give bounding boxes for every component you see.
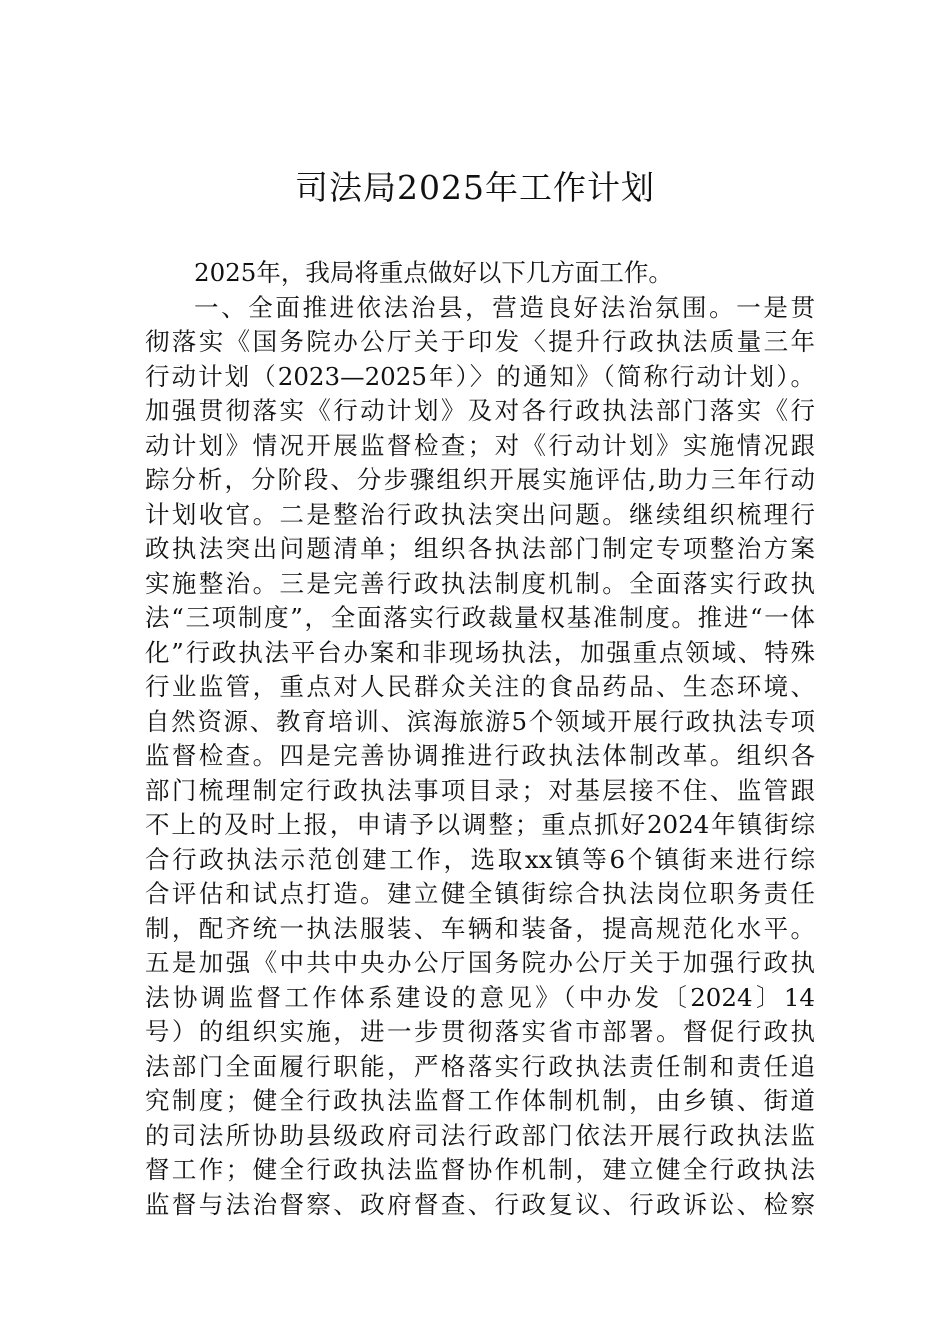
text-line: 不上的及时上报，申请予以调整；重点抓好2024年镇街综 [145, 810, 815, 839]
text-line: 行业监管，重点对人民群众关注的食品药品、生态环境、 [145, 672, 815, 701]
text-line: 法协调监督工作体系建设的意见》（中办发〔2024〕14 [145, 982, 815, 1012]
text-line: 彻落实《国务院办公厅关于印发〈提升行政执法质量三年 [145, 327, 815, 356]
text-line: 制，配齐统一执法服装、车辆和装备，提高规范化水平。 [145, 913, 815, 943]
text-line: 法部门全面履行职能，严格落实行政执法责任制和责任追 [145, 1051, 815, 1081]
text-line: 动计划》情况开展监督检查；对《行动计划》实施情况跟 [145, 430, 815, 460]
text-line: 法“三项制度”，全面落实行政裁量权基准制度。推进“一体 [145, 603, 815, 632]
text-line: 监督与法治督察、政府督查、行政复议、行政诉讼、检察 [145, 1189, 815, 1219]
text-line: 究制度；健全行政执法监督工作体制机制，由乡镇、街道 [145, 1086, 815, 1115]
text-line: 合评估和试点打造。建立健全镇街综合执法岗位职务责任 [145, 879, 815, 908]
text-line: 计划收官。二是整治行政执法突出问题。继续组织梳理行 [145, 499, 815, 529]
text-line: 合行政执法示范创建工作，选取xx镇等6个镇街来进行综 [145, 844, 815, 874]
text-line: 政执法突出问题清单；组织各执法部门制定专项整治方案 [145, 534, 815, 563]
text-line: 号）的组织实施，进一步贯彻落实省市部署。督促行政执 [145, 1017, 815, 1046]
text-line: 自然资源、教育培训、滨海旅游5个领域开展行政执法专项 [145, 706, 815, 736]
text-line: 加强贯彻落实《行动计划》及对各行政执法部门落实《行 [145, 396, 815, 425]
text-line: 监督检查。四是完善协调推进行政执法体制改革。组织各 [145, 741, 815, 770]
page-title: 司法局2025年工作计划 [295, 168, 655, 207]
text-line: 行动计划（2023—2025年）〉的通知》（简称行动计划）。 [145, 361, 815, 391]
text-line: 的司法所协助县级政府司法行政部门依法开展行政执法监 [145, 1120, 815, 1150]
text-line: 部门梳理制定行政执法事项目录；对基层接不住、监管跟 [145, 775, 815, 805]
text-line: 踪分析，分阶段、分步骤组织开展实施评估,助力三年行动 [145, 465, 815, 494]
text-line: 一、全面推进依法治县，营造良好法治氛围。一是贯 [194, 292, 815, 322]
text-line: 化”行政执法平台办案和非现场执法，加强重点领域、特殊 [145, 637, 815, 667]
text-line: 五是加强《中共中央办公厅国务院办公厅关于加强行政执 [145, 948, 815, 977]
text-line: 2025年，我局将重点做好以下几方面工作。 [194, 258, 673, 287]
text-line: 督工作；健全行政执法监督协作机制，建立健全行政执法 [145, 1155, 815, 1184]
text-line: 实施整治。三是完善行政执法制度机制。全面落实行政执 [145, 568, 815, 598]
